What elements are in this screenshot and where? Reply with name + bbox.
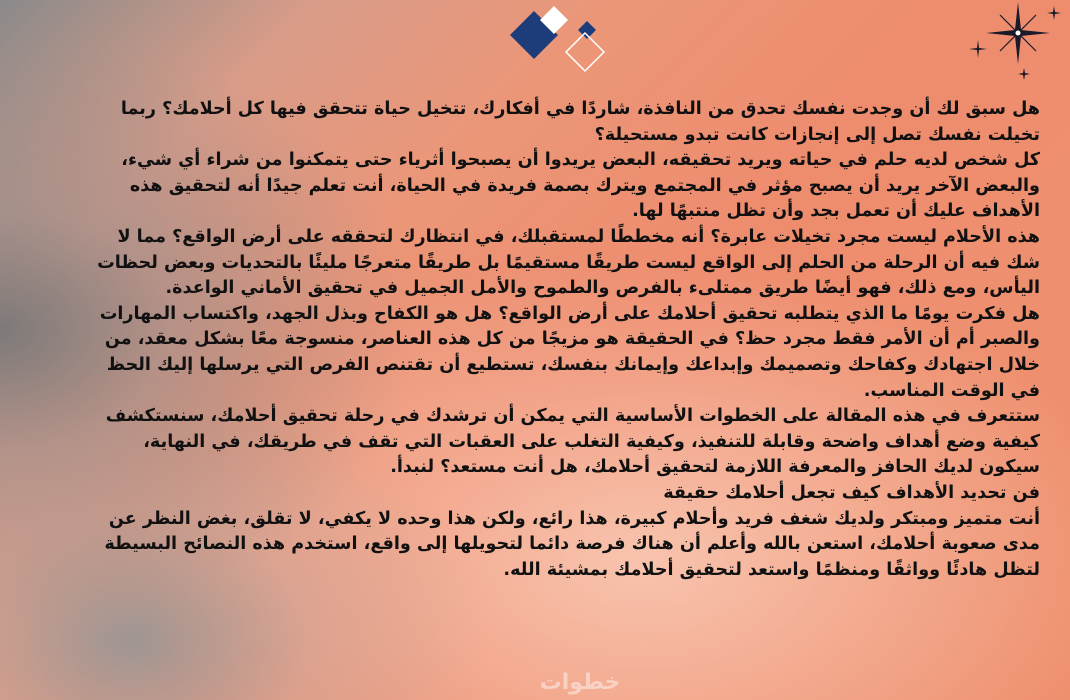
diamond-logo-icon [486,4,606,74]
sparkle-star-icon [966,0,1070,90]
article-body [92,97,1040,583]
sparkle-star-small-top [1047,6,1061,20]
article-paragraph-intro: هل سبق لك أن وجدت نفسك تحدق من النافذة، شاردًا في أفكارك، تتخيل حياة تتحقق فيها كل أحلامك؟ ربما تخيلت نفسك تصل إلى إنجازات كانت تبدو مستحيلة؟ [120,99,1040,145]
article-paragraph-dreams: كل شخص لديه حلم في حياته ويريد تحقيقه، البعض يريدوا أن يصبحوا أثرياء حتى يتمكنوا من شراء أي شيء، والبعض الآخر يريد أن يصبح مؤثر في المجتمع ويترك بصمة فريدة في الحياة، أنت تعلم جيدًا أنه لتحقيق هذه الأهداف عليك أن تعمل بجد وأن تظل منتبهًا لها. [121,150,1040,222]
article-paragraph-advice: أنت متميز ومبتكر ولديك شغف فريد وأحلام كبيرة، هذا رائع، ولكن هذا وحده لا يكفي، لا تقلق، بغض النظر عن مدى صعوبة أحلامك، استعن بالله وأعلم أن هناك فرصة دائما لتحويلها إلى واقع، استخدم هذه النصائح البسيطة لتظل هادئًا وواثقًا ومنظمًا واستعد لتحقيق أحلامك بمشيئة الله. [104,508,1040,580]
watermark-logo: خطوات [539,670,621,695]
article-paragraph-overview: ستتعرف في هذه المقالة على الخطوات الأساسية التي يمكن أن ترشدك في رحلة تحقيق أحلامك، سنستكشف كيفية وضع أهداف واضحة وقابلة للتنفيذ، وكيفية التغلب على العقبات التي تقف في طريقك، في النهاية، سيكون لديك الحافز والمعرفة اللازمة لتحقيق أحلامك، هل أنت مستعد؟ لنبدأ. [105,406,1040,478]
article-paragraph-journey: هذه الأحلام ليست مجرد تخيلات عابرة؟ أنه مخططًا لمستقبلك، في انتظارك لتحققه على أرض الواقع؟ مما لا شك فيه أن الرحلة من الحلم إلى الواقع ليست طريقًا مستقيمًا بل طريقًا متعرجًا مليئًا بالتحديات وبعض لحظات اليأس، ومع ذلك، فهو أيضًا طريق ممتلىء بالفرص والطموح والأمل الجميل في تحقيق الأماني الواعدة. [97,226,1040,299]
article-paragraph-effort: هل فكرت يومًا ما الذي يتطلبه تحقيق أحلامك على أرض الواقع؟ هل هو الكفاح وبذل الجهد، واكتساب المهارات والصبر أم أن الأمر فقط مجرد حظ؟ في الحقيقة هو مزيجًا من كل هذه العناصر، منسوجة معًا بشكل معقد، من خلال اجتهادك وكفاحك وتصميمك وإبداعك وإيمانك بنفسك، تستطيع أن تقتنص الفرص التي يرسلها إليك الحظ في الوقت المناسب. [99,303,1040,401]
sparkle-star-tiny [1018,68,1030,80]
sparkle-star-small-bottom [969,40,987,58]
article-section-heading: فن تحديد الأهداف كيف تجعل أحلامك حقيقة [663,482,1040,503]
outline-diamond [566,33,604,71]
